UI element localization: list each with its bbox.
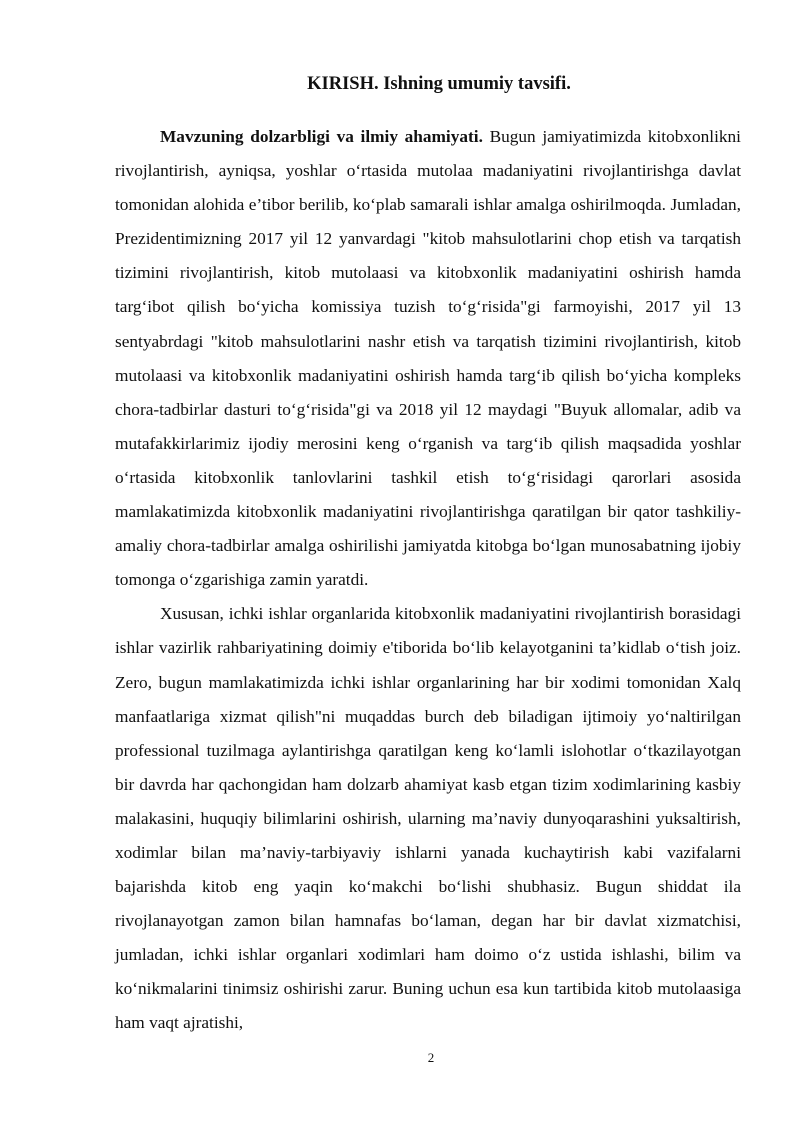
page-number: 2 xyxy=(427,1050,435,1065)
paragraph-text: Bugun jamiyatimizda kitobxonlikni rivojlantirish, ayniqsa, yoshlar o‘rtasida mutolaa madaniyatini rivojlantirishga davlat tomonidan alohida e’tibor berilib, ko‘plab samarali ishlar amalga oshirilmoqda. Jumladan, Prezidentimizning 2017 yil 12 yanvardagi "kitob mahsulotlarini chop etish va tarqatish tizimini rivojlantirish, kitob mutolaasi va kitobxonlik madaniyatini oshirish hamda targ‘ibot qilish bo‘yicha komissiya tuzish to‘g‘risida"gi farmoyishi, 2017 yil 13 sentyabrdagi "kitob mahsulotlarini nashr etish va tarqatish tizimini rivojlantirish, kitob mutolaasi va kitobxonlik madaniyatini oshirish hamda targ‘ib qilish bo‘yicha kompleks chora-tadbirlar dasturi to‘g‘risida"gi va 2018 yil 12 maydagi "Buyuk allomalar, adib va mutafakkirlarimiz ijodiy merosini keng o‘rganish va targ‘ib qilish maqsadida yoshlar o‘rtasida kitobxonlik tanlovlarini tashkil etish to‘g‘risidagi qarorlari asosida mamlakatimizda kitobxonlik madaniyatini rivojlantirishga qaratilgan bir qator tashkiliy-amaliy chora-tadbirlar amalga oshirilishi jamiyatda kitobga bo‘lgan munosabatning ijobiy tomonga o‘zgarishiga zamin yaratdi. xyxy=(115,127,741,590)
paragraph-relevance xyxy=(115,120,741,597)
paragraph-text: Xususan, ichki ishlar organlarida kitobxonlik madaniyatini rivojlantirish borasidagi ishlar vazirlik rahbariyatining doimiy e'tiborida bo‘lib kelayotganini ta’kidlab o‘tish joiz. Zero, bugun mamlakatimizda ichki ishlar organlarining har bir xodimi tomonidan Xalq manfaatlariga xizmat qilish"ni muqaddas burch deb biladigan ijtimoiy yo‘naltirilgan professional tuzilmaga aylantirishga qaratilgan keng ko‘lamli islohotlar o‘tkazilayotgan bir davrda har qachongidan ham dolzarb ahamiyat kasb etgan tizim xodimlarining kasbiy malakasini, huquqiy bilimlarini oshirish, ularning ma’naviy dunyoqarashini yuksaltirish, xodimlar bilan ma’naviy-tarbiyaviy ishlarni yanada kuchaytirish kabi vazifalarni bajarishda kitob eng yaqin ko‘makchi bo‘lishi shubhasiz. Bugun shiddat ila rivojlanayotgan zamon bilan hamnafas bo‘laman, degan har bir davlat xizmatchisi, jumladan, ichki ishlar organlari xodimlari ham doimo o‘z ustida ishlashi, bilim va ko‘nikmalarini tinimsiz oshirishi zarur. Buning uchun esa kun tartibida kitob mutolaasiga ham vaqt ajratishi, xyxy=(115,604,741,1033)
paragraph-lead-heading: Mavzuning dolzarbligi va ilmiy ahamiyati. xyxy=(160,127,483,146)
section-title: KIRISH. Ishning umumiy tavsifi. xyxy=(307,74,571,94)
body-text xyxy=(115,120,741,1041)
paragraph-internal-affairs xyxy=(115,597,741,1040)
